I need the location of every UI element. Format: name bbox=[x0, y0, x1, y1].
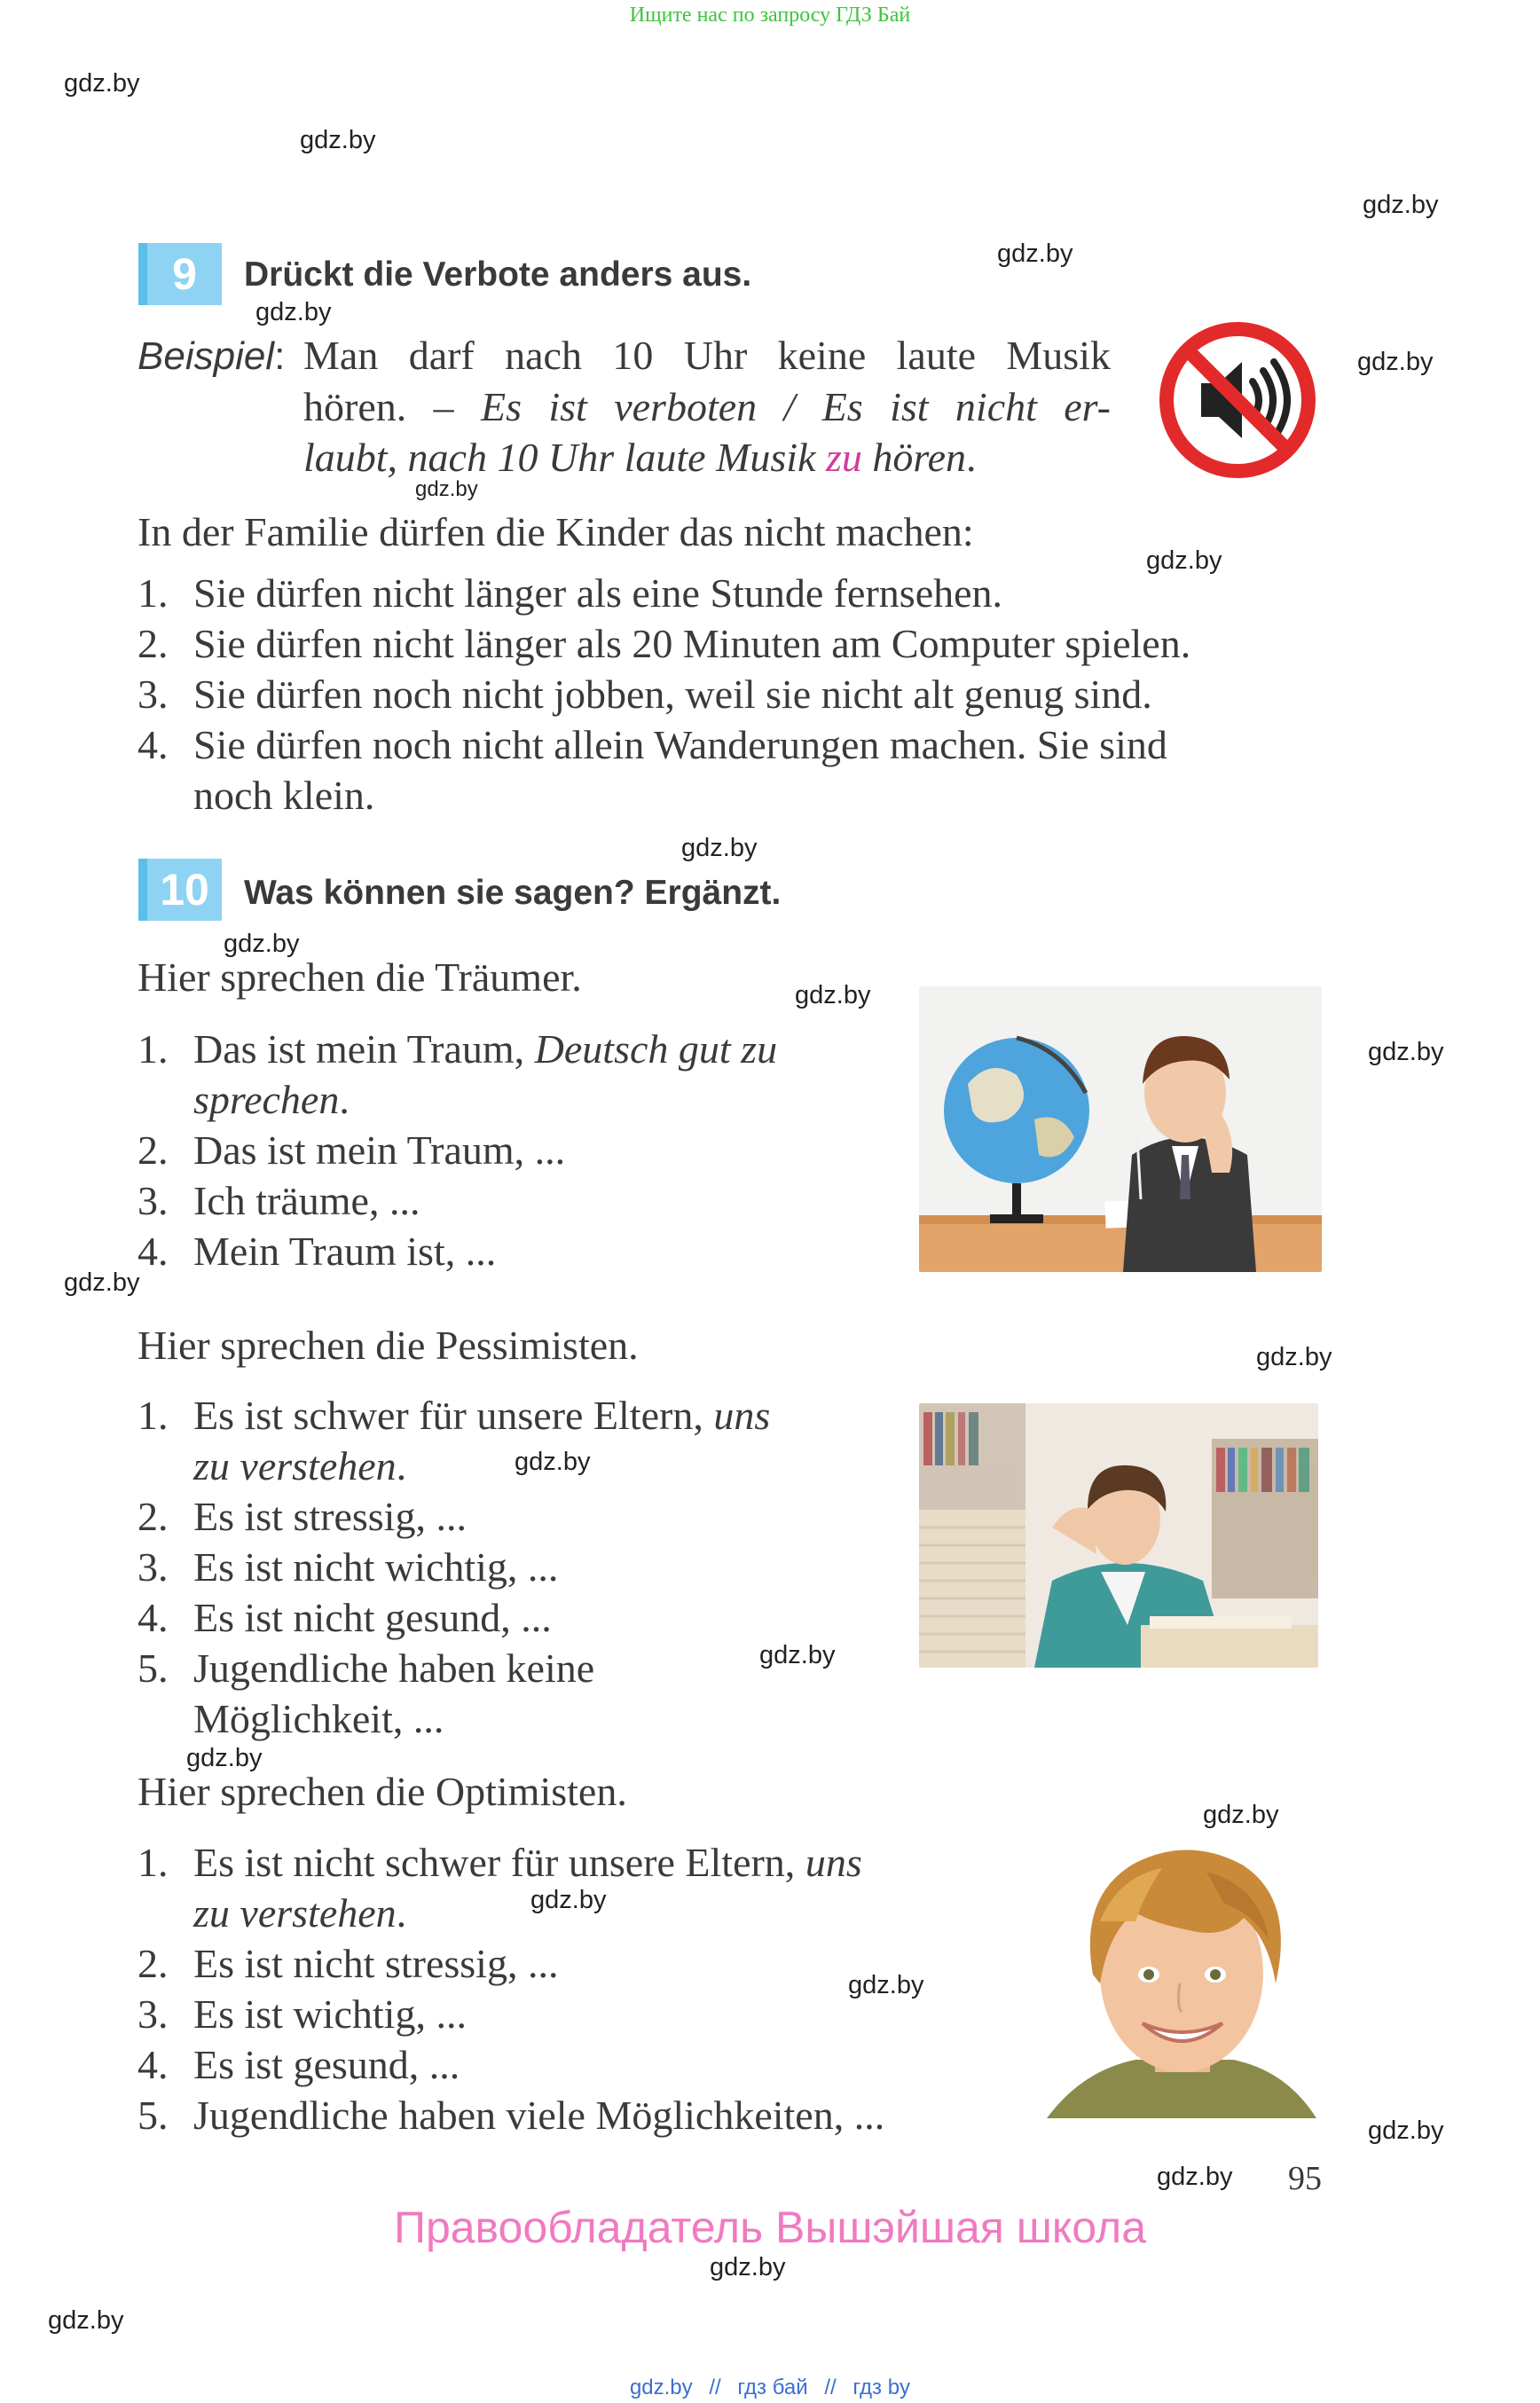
beispiel-line-1: Man darf nach 10 Uhr keine laute Musik bbox=[303, 333, 1111, 378]
no-sound-icon bbox=[1155, 318, 1320, 483]
beispiel-line-2: hören. – Es ist verboten / Es ist nicht er- bbox=[303, 384, 1111, 429]
footer-link-gdz-bai[interactable]: гдз бай bbox=[737, 2376, 808, 2399]
footer-separator: // bbox=[709, 2376, 721, 2399]
watermark: gdz.by bbox=[530, 1886, 607, 1914]
watermark: gdz.by bbox=[759, 1641, 836, 1669]
exercise-9-title: Drückt die Verbote anders aus. bbox=[244, 255, 752, 294]
exercise-10-title: Was können sie sagen? Ergänzt. bbox=[244, 874, 782, 912]
top-banner[interactable]: Ищите нас по запросу ГДЗ Бай bbox=[629, 4, 911, 27]
watermark: gdz.by bbox=[1146, 546, 1222, 575]
watermark: gdz.by bbox=[1368, 1038, 1444, 1066]
exercise-10-badge: 10 bbox=[138, 859, 222, 921]
footer-link-gdz-by-cyr[interactable]: гдз by bbox=[852, 2376, 911, 2399]
section-heading-traeumer: Hier sprechen die Träumer. bbox=[138, 954, 582, 1000]
smiling-boy-photo bbox=[1047, 1842, 1316, 2118]
section-heading-optimisten: Hier sprechen die Optimisten. bbox=[138, 1769, 627, 1814]
watermark: gdz.by bbox=[1368, 2116, 1444, 2145]
watermark: gdz.by bbox=[64, 1268, 140, 1297]
watermark: gdz.by bbox=[224, 930, 300, 958]
list-item-continuation: zu verstehen. bbox=[193, 1890, 407, 1936]
watermark: gdz.by bbox=[681, 834, 758, 862]
watermark: gdz.by bbox=[255, 298, 332, 326]
watermark: gdz.by bbox=[186, 1744, 263, 1772]
watermark: gdz.by bbox=[710, 2253, 786, 2281]
watermark: gdz.by bbox=[848, 1971, 924, 1999]
watermark: gdz.by bbox=[64, 69, 140, 98]
watermark: gdz.by bbox=[1157, 2163, 1233, 2191]
bored-boy-photo bbox=[919, 1403, 1318, 1668]
list-item-continuation: noch klein. bbox=[193, 773, 375, 818]
list-item-continuation: sprechen. bbox=[193, 1077, 350, 1122]
exercise-9-intro: In der Familie dürfen die Kinder das nicht machen: bbox=[138, 509, 974, 554]
watermark: gdz.by bbox=[795, 981, 871, 1009]
watermark: gdz.by bbox=[415, 477, 478, 501]
footer-separator: // bbox=[824, 2376, 837, 2399]
copyright-notice: Правообладатель Вышэйшая школа bbox=[394, 2203, 1146, 2252]
watermark: gdz.by bbox=[300, 126, 376, 154]
watermark: gdz.by bbox=[1203, 1801, 1279, 1829]
dreamer-boy-photo bbox=[919, 986, 1322, 1272]
list-item-continuation: Möglichkeit, ... bbox=[193, 1696, 444, 1741]
page-number: 95 bbox=[1288, 2160, 1322, 2197]
watermark: gdz.by bbox=[1363, 191, 1439, 219]
footer-link-gdz-by[interactable]: gdz.by bbox=[629, 2376, 693, 2399]
beispiel-label: Beispiel: bbox=[138, 334, 286, 378]
watermark: gdz.by bbox=[48, 2306, 124, 2335]
watermark: gdz.by bbox=[1357, 348, 1434, 376]
footer-links bbox=[0, 2376, 1540, 2400]
watermark: gdz.by bbox=[997, 240, 1073, 268]
list-item-continuation: zu verstehen. bbox=[193, 1443, 407, 1488]
exercise-9-badge: 9 bbox=[138, 243, 222, 305]
section-heading-pessimisten: Hier sprechen die Pessimisten. bbox=[138, 1323, 639, 1368]
watermark: gdz.by bbox=[1256, 1343, 1332, 1371]
beispiel-line-3: laubt, nach 10 Uhr laute Musik zu hören. bbox=[303, 435, 977, 480]
watermark: gdz.by bbox=[515, 1448, 591, 1476]
